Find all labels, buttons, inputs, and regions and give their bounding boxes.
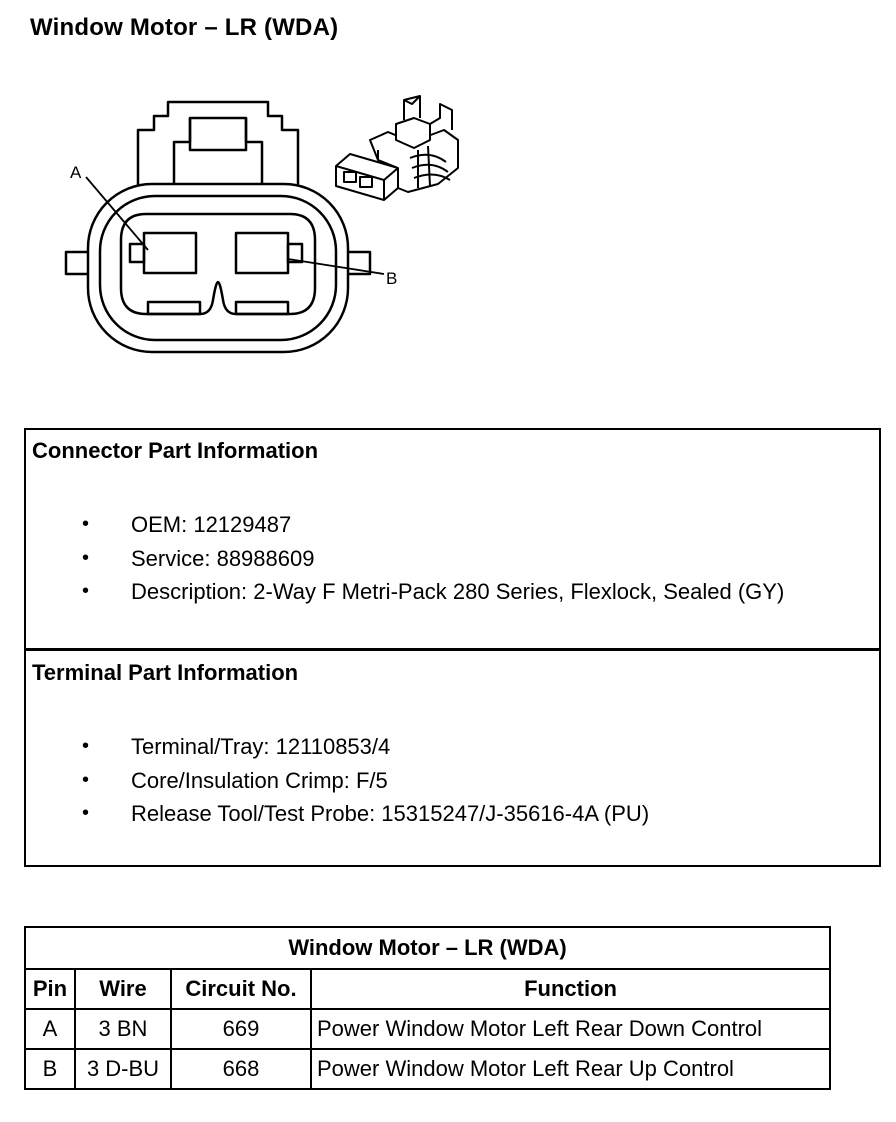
- connector-face-drawing: [66, 102, 370, 352]
- service-part-text: Service: 88988609: [131, 545, 315, 571]
- pin-cell: A: [25, 1009, 75, 1049]
- release-tool-text: Release Tool/Test Probe: 15315247/J-35616-4A (PU): [131, 801, 650, 826]
- list-item: [26, 730, 879, 764]
- terminal-part-info: [26, 648, 879, 865]
- bullet-icon: •: [82, 546, 90, 569]
- wire-cell: 3 BN: [75, 1009, 171, 1049]
- bullet-icon: •: [82, 735, 90, 757]
- pin-table: [24, 926, 831, 1090]
- part-info-box: [24, 428, 881, 867]
- description-text: Description: 2-Way F Metri-Pack 280 Series, Flexlock, Sealed (GY): [131, 579, 785, 604]
- list-item: [26, 508, 879, 542]
- bullet-icon: •: [82, 802, 90, 824]
- table-row: [25, 1049, 830, 1089]
- callout-a-label: A: [70, 163, 82, 182]
- function-cell: Power Window Motor Left Rear Up Control: [311, 1049, 830, 1089]
- list-item: [26, 797, 879, 831]
- table-title: Window Motor – LR (WDA): [25, 927, 830, 969]
- bullet-icon: •: [82, 513, 90, 535]
- wire-cell: 3 D-BU: [75, 1049, 171, 1089]
- header-function: Function: [311, 969, 830, 1009]
- circuit-cell: 668: [171, 1049, 311, 1089]
- header-circuit: Circuit No.: [171, 969, 311, 1009]
- callout-b-label: B: [386, 269, 398, 288]
- connector-info-list: [26, 508, 879, 609]
- terminal-tray-text: Terminal/Tray: 12110853/4: [131, 734, 391, 759]
- table-header-row: [25, 969, 830, 1009]
- table-row: [25, 1009, 830, 1049]
- connector-diagram: [0, 0, 896, 405]
- connector-part-info: [26, 430, 879, 648]
- function-cell: Power Window Motor Left Rear Down Control: [311, 1009, 830, 1049]
- terminal-info-list: [26, 730, 879, 831]
- bullet-icon: •: [82, 580, 90, 602]
- header-wire: Wire: [75, 969, 171, 1009]
- bullet-icon: •: [82, 768, 90, 791]
- connector-isometric-drawing: [336, 96, 458, 200]
- list-item: [26, 542, 879, 576]
- list-item: [26, 575, 879, 609]
- pin-cell: B: [25, 1049, 75, 1089]
- terminal-info-heading: Terminal Part Information: [32, 660, 299, 685]
- page-title: Window Motor – LR (WDA): [30, 14, 339, 41]
- oem-part-text: OEM: 12129487: [131, 512, 292, 537]
- crimp-text: Core/Insulation Crimp: F/5: [131, 767, 388, 793]
- connector-info-heading: Connector Part Information: [32, 438, 319, 463]
- list-item: [26, 764, 879, 798]
- circuit-cell: 669: [171, 1009, 311, 1049]
- header-pin: Pin: [25, 969, 75, 1009]
